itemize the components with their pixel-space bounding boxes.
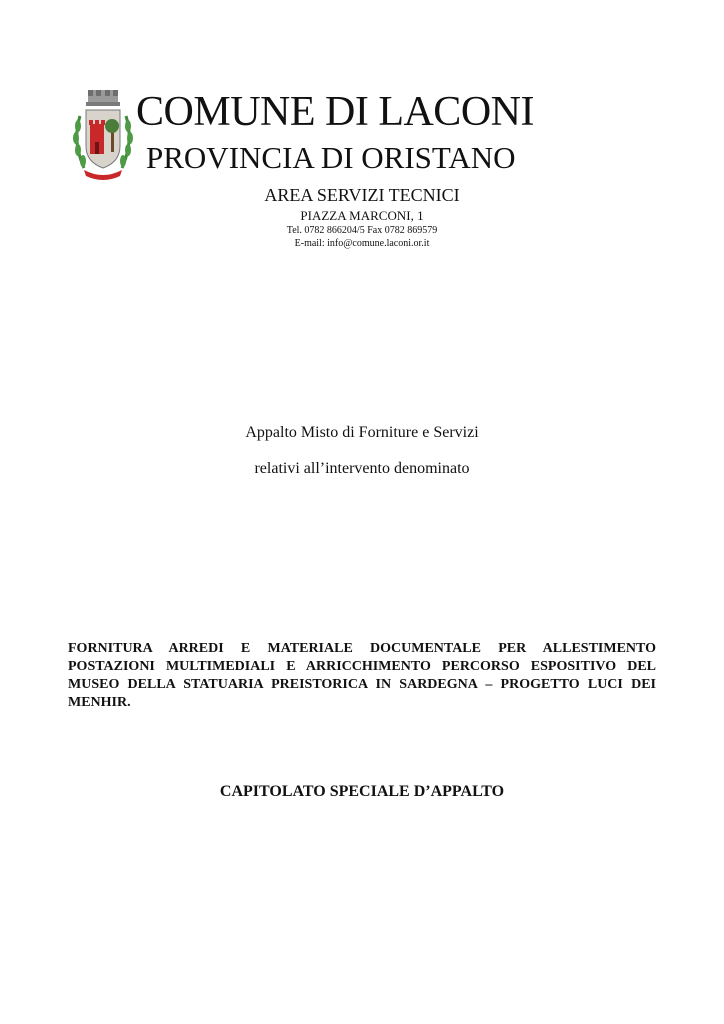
- municipal-coat-of-arms-icon: [70, 86, 136, 186]
- street-address: PIAZZA MARCONI, 1: [300, 208, 424, 223]
- contract-intro-line: relativi all’intervento denominato: [254, 460, 470, 477]
- project-subject: FORNITURA ARREDI E MATERIALE DOCUMENTALE PER ALLESTIMENTO POSTAZIONI MULTIMEDIALI E ARRICCHIMENTO PERCORSO ESPOSITIVO DEL MUSEO DELLA STATUARIA PREISTORICA IN SARDEGNA – PROGETTO LUCI DEI MENHIR.: [68, 641, 656, 710]
- contract-type-line: Appalto Misto di Forniture e Servizi: [245, 424, 479, 441]
- phone-fax: Tel. 0782 866204/5 Fax 0782 869579: [286, 225, 438, 236]
- department-name: AREA SERVIZI TECNICI: [264, 185, 460, 205]
- office-address-block: [200, 184, 524, 250]
- email-address: E-mail: info@comune.laconi.or.it: [294, 238, 430, 249]
- document-title: CAPITOLATO SPECIALE D’APPALTO: [219, 783, 505, 800]
- municipality-name: COMUNE DI LACONI: [136, 89, 534, 135]
- province-name: PROVINCIA DI ORISTANO: [146, 140, 516, 175]
